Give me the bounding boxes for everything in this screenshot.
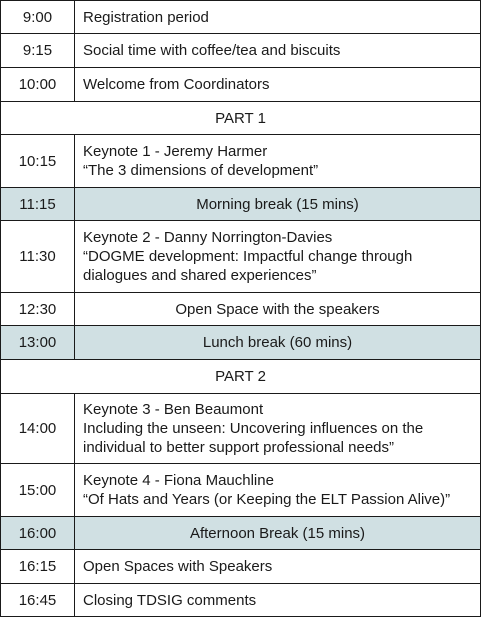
schedule-row: [1, 584, 481, 617]
activity-title: Keynote 3 - Ben Beaumont: [83, 401, 264, 418]
break-cell: Morning break (15 mins): [75, 188, 481, 221]
break-row: [1, 188, 481, 221]
activity-cell: [75, 68, 481, 102]
schedule-row: [1, 68, 481, 102]
schedule-row: [1, 394, 481, 464]
part-header-row: [1, 360, 481, 394]
time-cell: 13:00: [1, 326, 75, 360]
time-cell: 10:00: [1, 68, 75, 102]
activity-line: Open Spaces with Speakers: [83, 558, 273, 575]
break-row: [1, 326, 481, 360]
activity-cell: [75, 464, 481, 517]
time-cell: 16:15: [1, 550, 75, 584]
activity-line: individual to better support professional needs”: [83, 439, 395, 456]
time-cell: 11:15: [1, 188, 75, 221]
activity-line: dialogues and shared experiences”: [83, 267, 317, 284]
break-cell: Lunch break (60 mins): [75, 326, 481, 360]
activity-line: Welcome from Coordinators: [83, 76, 270, 93]
activity-line: Including the unseen: Uncovering influences on the: [83, 420, 424, 437]
activity-cell: [75, 394, 481, 464]
time-cell: 15:00: [1, 464, 75, 517]
time-cell: 12:30: [1, 293, 75, 326]
activity-title: Keynote 2 - Danny Norrington-Davies: [83, 229, 333, 246]
schedule-row: [1, 464, 481, 517]
activity-cell: Open Space with the speakers: [75, 293, 481, 326]
schedule-body: [1, 1, 481, 617]
part-heading: PART 1: [1, 102, 481, 135]
time-cell: 10:15: [1, 135, 75, 188]
schedule-row: [1, 221, 481, 293]
activity-line: “DOGME development: Impactful change through: [83, 248, 413, 265]
activity-line: Closing TDSIG comments: [83, 591, 257, 609]
time-cell: 16:00: [1, 517, 75, 550]
schedule-row: [1, 550, 481, 584]
schedule-row: [1, 293, 481, 326]
time-cell: 9:00: [1, 1, 75, 34]
time-cell: 14:00: [1, 394, 75, 464]
activity-line: “Of Hats and Years (or Keeping the ELT Passion Alive)”: [83, 491, 451, 508]
part-heading: PART 2: [1, 360, 481, 394]
activity-cell: [75, 135, 481, 188]
break-row: [1, 517, 481, 550]
activity-cell: [75, 221, 481, 293]
activity-cell: [75, 1, 481, 34]
break-cell: Afternoon Break (15 mins): [75, 517, 481, 550]
schedule-row: [1, 34, 481, 68]
activity-cell: [75, 34, 481, 68]
activity-cell: [75, 584, 481, 617]
activity-cell: [75, 550, 481, 584]
activity-line: Registration period: [83, 8, 209, 26]
time-cell: 16:45: [1, 584, 75, 617]
activity-line: “The 3 dimensions of development”: [83, 162, 319, 179]
schedule-row: [1, 135, 481, 188]
time-cell: 11:30: [1, 221, 75, 293]
activity-line: Social time with coffee/tea and biscuits: [83, 42, 341, 59]
time-cell: 9:15: [1, 34, 75, 68]
schedule-row: [1, 1, 481, 34]
activity-title: Keynote 4 - Fiona Mauchline: [83, 472, 274, 489]
activity-title: Keynote 1 - Jeremy Harmer: [83, 143, 268, 160]
part-header-row: [1, 102, 481, 135]
